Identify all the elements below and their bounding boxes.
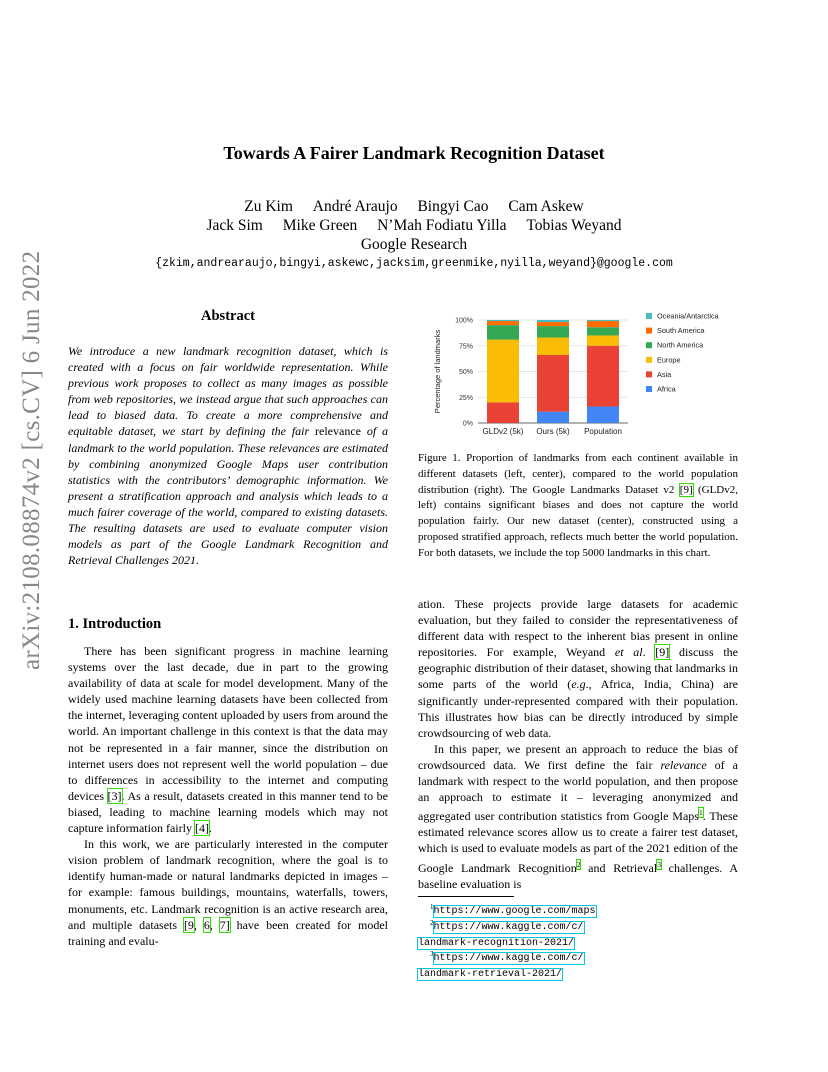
paper-title: Towards A Fairer Landmark Recognition Dataset xyxy=(223,143,605,163)
author: Tobias Weyand xyxy=(526,217,622,234)
text: (GLDv2, left) contains significant biases and does not capture the world population fairly. Our new dataset (center), constructed using a proposed stratified approach, reflects much better the world population. For both datasets, we include the top 5000 landmarks in this chart. xyxy=(418,483,738,559)
citation-link[interactable]: 6 xyxy=(203,917,210,932)
text: . xyxy=(208,821,212,836)
affiliation: Google Research xyxy=(360,236,468,253)
legend-swatch xyxy=(646,357,652,363)
citation-link[interactable]: 7] xyxy=(219,917,230,932)
bar-segment xyxy=(537,412,569,423)
author: Cam Askew xyxy=(508,198,584,215)
bar-segment xyxy=(537,338,569,356)
legend-swatch xyxy=(646,371,652,377)
text: relevance xyxy=(660,757,707,772)
legend-label: North America xyxy=(657,340,704,350)
legend-swatch xyxy=(646,386,652,392)
citation-link[interactable]: [4] xyxy=(194,821,209,836)
legend-label: Oceania/Antarctica xyxy=(657,311,719,321)
text: . As a result, datasets created in this manner tend to be biased, leading to machine learning models which may not capture information fairly xyxy=(68,788,388,836)
paragraph xyxy=(68,836,388,949)
footnote-url[interactable]: landmark-recognition-2021/ xyxy=(418,937,575,949)
text: of a landmark with respect to the world population, and then propose an approach to estimate it – leveraging anonymized and aggregated user contribution statistics from Google Maps xyxy=(418,757,738,824)
text: et al xyxy=(614,645,643,660)
citation-link[interactable]: [3] xyxy=(107,788,122,803)
text: . These estimated relevance scores allow us to create a fairer test dataset, which is used to evaluate models as part of the 2021 edition of the Google Landmark Recognition xyxy=(418,809,739,875)
bar-segment xyxy=(487,321,519,325)
introduction-text xyxy=(68,643,388,949)
bar-segment xyxy=(587,407,619,423)
legend-label: South America xyxy=(657,326,705,336)
footnote-number: 3 xyxy=(430,950,434,958)
x-tick-label: Ours (5k) xyxy=(536,427,570,436)
y-tick-label: 0% xyxy=(462,420,473,428)
citation-link[interactable]: [9] xyxy=(679,483,693,496)
author-line-1 xyxy=(0,197,828,216)
x-tick-label: Population xyxy=(584,427,622,436)
y-tick-label: 50% xyxy=(458,369,473,376)
abstract-text-part: We introduce a new landmark recognition dataset, which is created with a focus on fair worldwide representation. While previous work proposes to collect as many images as possible from web repositories, we instead argue that such approaches can lead to biased data. To create a more comprehensive and equitable dataset, we start by defining the fair xyxy=(68,344,388,439)
author-block xyxy=(0,197,828,254)
text: ation. These projects provide large datasets for academic evaluation, but they failed to consider the representativeness of different data with respect to the inherent bias present in online repositories. For example, Weyand xyxy=(418,597,738,660)
abstract-emphasis: relevance xyxy=(315,424,361,439)
text: ., Africa, India, China) are significantly under-represented compared with their population. This illustrates how bias can be directly introduced by simple crowdsourcing of web data. xyxy=(418,677,738,740)
legend-label: Africa xyxy=(657,384,676,394)
author: André Araujo xyxy=(312,198,398,215)
bar-segment xyxy=(537,320,569,322)
legend-swatch xyxy=(646,313,652,319)
abstract-text xyxy=(68,343,388,568)
footnote-url[interactable]: landmark-retrieval-2021/ xyxy=(418,968,563,980)
legend-swatch xyxy=(646,328,652,334)
text: In this paper, we present an approach to reduce the bias of crowdsourced data. We first define the fair xyxy=(418,741,738,772)
citation-link[interactable]: [9] xyxy=(655,645,670,660)
bar-segment xyxy=(487,340,519,403)
footnote-link[interactable]: 1 xyxy=(698,808,703,818)
footnote-link[interactable]: 2 xyxy=(576,859,581,869)
figure-caption xyxy=(418,451,738,562)
y-tick-label: 25% xyxy=(458,394,473,402)
bar-segment xyxy=(587,327,619,335)
author: Jack Sim xyxy=(206,217,263,234)
legend-label: Asia xyxy=(657,369,672,379)
y-tick-label: 75% xyxy=(458,343,473,351)
footnote-link[interactable]: 3 xyxy=(657,859,661,869)
paragraph xyxy=(418,596,738,741)
abstract-heading: Abstract xyxy=(201,308,255,324)
footnote-url[interactable]: https://www.google.com/maps xyxy=(433,906,596,918)
footnote-number: 1 xyxy=(430,903,434,911)
footnote-divider xyxy=(418,896,514,897)
bar-segment xyxy=(487,320,519,321)
text: Figure 1. Proportion of landmarks from each continent available in different datasets (left, center), compared to the world population distribution (right). The Google Landmarks Dataset v2 xyxy=(418,452,738,496)
bar-segment xyxy=(537,355,569,412)
footnote xyxy=(418,947,748,982)
paragraph xyxy=(418,741,738,892)
bar-segment xyxy=(537,322,569,326)
bar-segment xyxy=(587,335,619,345)
author: Zu Kim xyxy=(244,198,293,215)
section-heading-introduction: 1. Introduction xyxy=(68,616,162,632)
bar-segment xyxy=(487,402,519,423)
text: have been created for model training and evalu- xyxy=(68,917,388,948)
author: Mike Green xyxy=(282,217,358,234)
text: In this work, we are particularly interested in the computer vision problem of landmark recognition, where the goal is to identify human-made or natural landmarks depicted in images – for example: famous buildings, mountains, waterfalls, towers, monuments, etc. Landmark recognition is an active research area, and multiple datasets xyxy=(68,837,388,932)
text: . xyxy=(642,645,656,660)
continent-proportion-chart xyxy=(418,306,748,446)
text: challenges. A baseline evaluation is xyxy=(418,860,738,891)
text: e.g xyxy=(571,677,586,692)
x-tick-label: GLDv2 (5k) xyxy=(482,427,524,436)
abstract-text-part: of a landmark to the world population. These relevances are estimated by combining anonymized Google Maps user contribution statistics with the contributors’ demographic information. We present a stratification approach and analysis which leads to a much fairer coverage of the world, compared to existing datasets. The resulting datasets are used to evaluate computer vision models as part of the Google Landmark Recognition and Retrieval Challenges 2021. xyxy=(68,424,388,568)
citation-link[interactable]: [9 xyxy=(183,917,194,932)
bar-segment xyxy=(487,325,519,339)
footnote-number: 2 xyxy=(430,919,434,927)
author-line-2 xyxy=(0,216,828,235)
author: N’Mah Fodiatu Yilla xyxy=(377,217,507,234)
text: and Retrieval xyxy=(580,860,658,875)
y-axis-label: Percentage of landmarks xyxy=(433,329,442,414)
y-tick-label: 100% xyxy=(455,317,473,325)
legend-swatch xyxy=(646,342,652,348)
bar-segment xyxy=(537,326,569,337)
text: discuss the geographic distribution of their dataset, showing that landmarks in some parts of the world ( xyxy=(418,645,738,692)
text: There has been significant progress in machine learning systems over the last decade, due in part to the growing availability of data at scale for model development. Many of the widely used machine learning datasets have been collected from the internet, leveraging content uploaded by users from around the world. An important challenge in this context is that the data may not be represented in a fair manner, since the distribution on internet users does not represent well the world population – due to differences in accessibility to the internet and computing devices xyxy=(68,644,388,803)
paragraph xyxy=(68,643,388,836)
footnote-url[interactable]: https://www.kaggle.com/c/ xyxy=(433,922,584,934)
bar-segment xyxy=(587,346,619,407)
arxiv-side-label: arXiv:2108.08874v2 [cs.CV] 6 Jun 2022 xyxy=(18,250,45,670)
footnote-url[interactable]: https://www.kaggle.com/c/ xyxy=(433,953,584,965)
legend-label: Europe xyxy=(657,355,681,365)
author-emails: {zkim,andrearaujo,bingyi,askewc,jacksim,greenmike,nyilla,weyand}@google.com xyxy=(155,257,673,270)
author: Bingyi Cao xyxy=(417,198,489,215)
right-column-text xyxy=(418,596,738,892)
bar-segment xyxy=(587,321,619,327)
text: , xyxy=(209,917,220,932)
text: , xyxy=(193,917,204,932)
bar-segment xyxy=(587,320,619,321)
